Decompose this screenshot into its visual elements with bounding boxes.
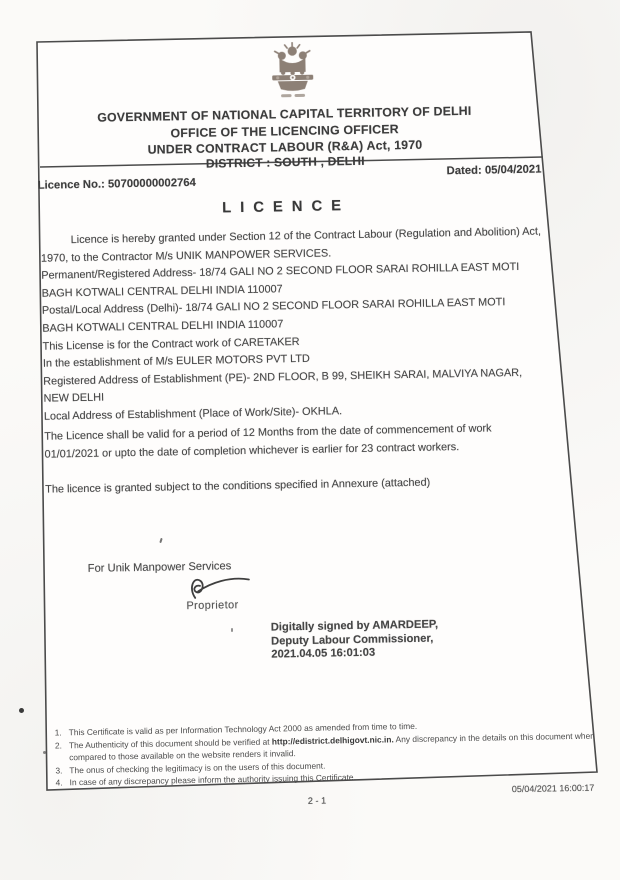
body-line: Permanent/Registered Address- 18/74 GALI NO 2 SECOND FLOOR SARAI ROHILLA EAST MOTI bbox=[41, 261, 520, 282]
footnote-text: This Certificate is valid as per Information Technology Act 2000 as amended from time to time. bbox=[68, 720, 418, 738]
licence-number-value: 50700000002764 bbox=[107, 176, 197, 191]
body-line: NEW DELHI bbox=[43, 391, 105, 406]
annexure-line: The licence is granted subject to the conditions specified in Annexure (attached) bbox=[45, 476, 431, 496]
verification-url: http://edistrict.delhigovt.nic.in. bbox=[271, 733, 394, 747]
page-number: 2 - 1 bbox=[307, 795, 327, 806]
body-line: In the establishment of M/s EULER MOTORS PVT LTD bbox=[42, 352, 310, 370]
body-line: Registered Address of Establishment (PE)- 2ND FLOOR, B 99, SHEIKH SARAI, MALVIYA NAGAR, bbox=[43, 366, 523, 388]
dated-field bbox=[395, 164, 541, 179]
dated-value: 05/04/2021 bbox=[484, 163, 542, 177]
digital-signature-line: Deputy Labour Commissioner, bbox=[270, 632, 434, 648]
body-line: BAGH KOTWALI CENTRAL DELHI INDIA 110007 bbox=[42, 318, 284, 335]
ashoka-emblem-icon bbox=[265, 42, 320, 101]
document-title: LICENCE bbox=[221, 198, 351, 217]
licence-body bbox=[41, 224, 545, 427]
digital-signature-block bbox=[271, 619, 439, 663]
footnote-number: 4. bbox=[55, 777, 63, 788]
footnote-number: 3. bbox=[55, 765, 63, 776]
footnote-text: The onus of checking the legitimacy is on the users of this document. bbox=[69, 760, 326, 776]
footnote-text-post: Any discrepancy in the details on this document when compared to those available on the website renders it invalid. bbox=[69, 730, 595, 763]
validity-line: The Licence shall be valid for a period of 12 Months from the date of commencement of work bbox=[44, 422, 492, 443]
footnote-text: In case of any discrepancy please inform the authority issuing this Certificate. bbox=[69, 772, 356, 788]
district-header-line: DISTRICT : SOUTH , DELHI bbox=[205, 153, 365, 171]
footnote-number: 1. bbox=[54, 727, 62, 738]
dated-label: Dated: bbox=[446, 164, 482, 178]
scan-artifact-mark bbox=[231, 628, 233, 632]
body-line: 1970, to the Contractor M/s UNIK MANPOWER SERVICES. bbox=[40, 246, 332, 265]
body-line: Local Address of Establishment (Place of Work/Site)- OKHLA. bbox=[43, 405, 343, 423]
licence-number bbox=[38, 177, 196, 192]
government-header-line: GOVERNMENT OF NATIONAL CAPITAL TERRITORY OF DELHI bbox=[97, 103, 472, 125]
scan-artifact-dot bbox=[19, 708, 24, 713]
body-line: Licence is hereby granted under Section 12 of the Contract Labour (Regulation and Abolition) Act, bbox=[70, 225, 542, 247]
footnote-text-pre: The Authenticity of this document should be verified at bbox=[68, 736, 272, 750]
act-header-line: UNDER CONTRACT LABOUR (R&A) Act, 1970 bbox=[147, 137, 423, 157]
certificate-footnotes bbox=[55, 717, 602, 790]
licence-number-label: Licence No.: bbox=[37, 178, 105, 192]
digital-signature-line: 2021.04.05 16:01:03 bbox=[271, 646, 376, 661]
signatory-for-line: For Unik Manpower Services bbox=[87, 560, 232, 575]
body-line: BAGH KOTWALI CENTRAL DELHI INDIA 110007 bbox=[41, 283, 283, 300]
office-header-line: OFFICE OF THE LICENCING OFFICER bbox=[170, 122, 399, 141]
print-timestamp: 05/04/2021 16:00:17 bbox=[511, 782, 595, 795]
body-line: This License is for the Contract work of CARETAKER bbox=[42, 335, 300, 353]
validity-line: 01/01/2021 or upto the date of completion whichever is earlier for 23 contract workers. bbox=[44, 440, 460, 461]
footnote-number: 2. bbox=[54, 740, 63, 751]
scan-artifact-mark bbox=[43, 751, 46, 754]
body-line: Postal/Local Address (Delhi)- 18/74 GALI NO 2 SECOND FLOOR SARAI ROHILLA EAST MOTI bbox=[41, 296, 506, 318]
digital-signature-line: Digitally signed by AMARDEEP, bbox=[270, 618, 439, 634]
signatory-role: Proprietor bbox=[186, 599, 239, 613]
validity-paragraph bbox=[44, 420, 492, 463]
